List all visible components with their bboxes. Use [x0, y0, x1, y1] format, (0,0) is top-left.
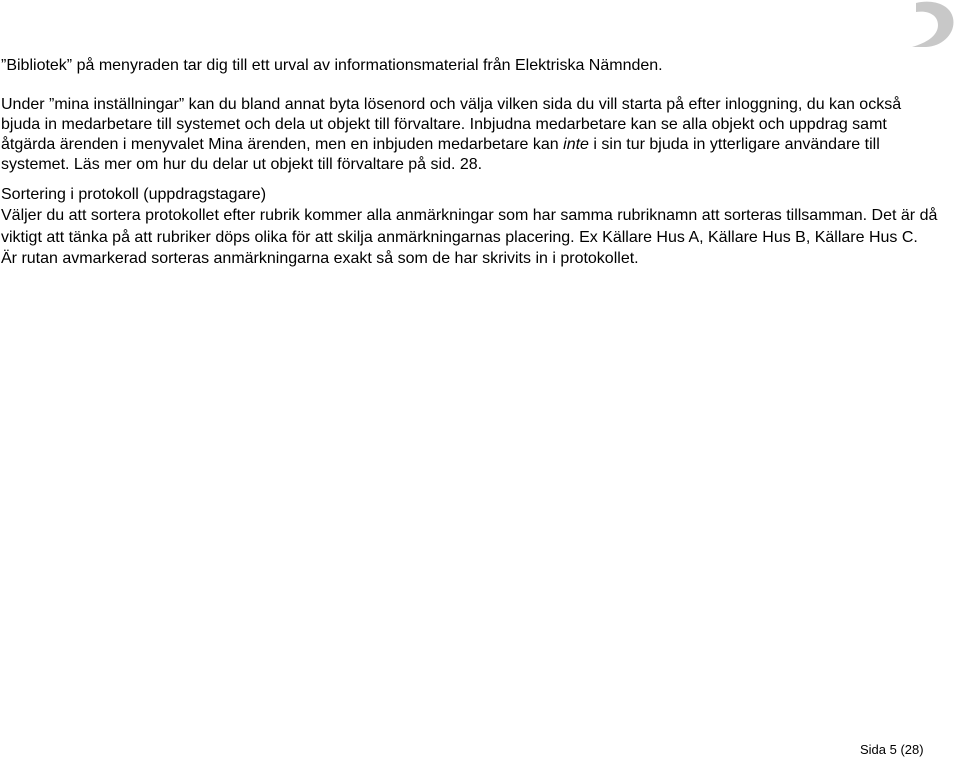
- page-number: Sida 5 (28): [860, 742, 924, 757]
- sort-unchecked-paragraph: Är rutan avmarkerad sorteras anmärkningarna exakt så som de har skrivits in i protokollet.: [1, 250, 639, 267]
- sort-heading: Sortering i protokoll (uppdragstagare): [1, 186, 267, 203]
- library-paragraph: ”Bibliotek” på menyraden tar dig till ett urval av informationsmaterial från Elektriska Nämnden.: [1, 57, 663, 74]
- settings-paragraph: [1, 95, 941, 175]
- brand-swirl-logo-icon: [910, 0, 958, 50]
- document-body: [1, 55, 941, 270]
- settings-text-start: Under ”mina inställningar” kan du bland annat byta lösenord och välja vilken sida du vill starta på efter inloggning, du kan också bjuda in medarbetare till systemet och dela ut objekt till förvaltare. Inbjudna medarbetare kan se alla objekt och uppdrag samt åtgärda ärenden i menyvalet Mina ärenden, men en inbjuden medarbetare kan: [1, 96, 902, 153]
- settings-italic-word: inte: [563, 136, 589, 153]
- settings-text-end: i sin tur bjuda in ytterligare användare till systemet. Läs mer om hur du delar ut objekt till förvaltare på sid. 28.: [1, 136, 880, 173]
- sort-body-paragraph: Väljer du att sortera protokollet efter rubrik kommer alla anmärkningar som har samma rubriknamn att sorteras tillsamman. Det är då viktigt att tänka på att rubriker döps olika för att skilja anmärkningarnas placering. Ex Källare Hus A, Källare Hus B, Källare Hus C.: [1, 207, 938, 246]
